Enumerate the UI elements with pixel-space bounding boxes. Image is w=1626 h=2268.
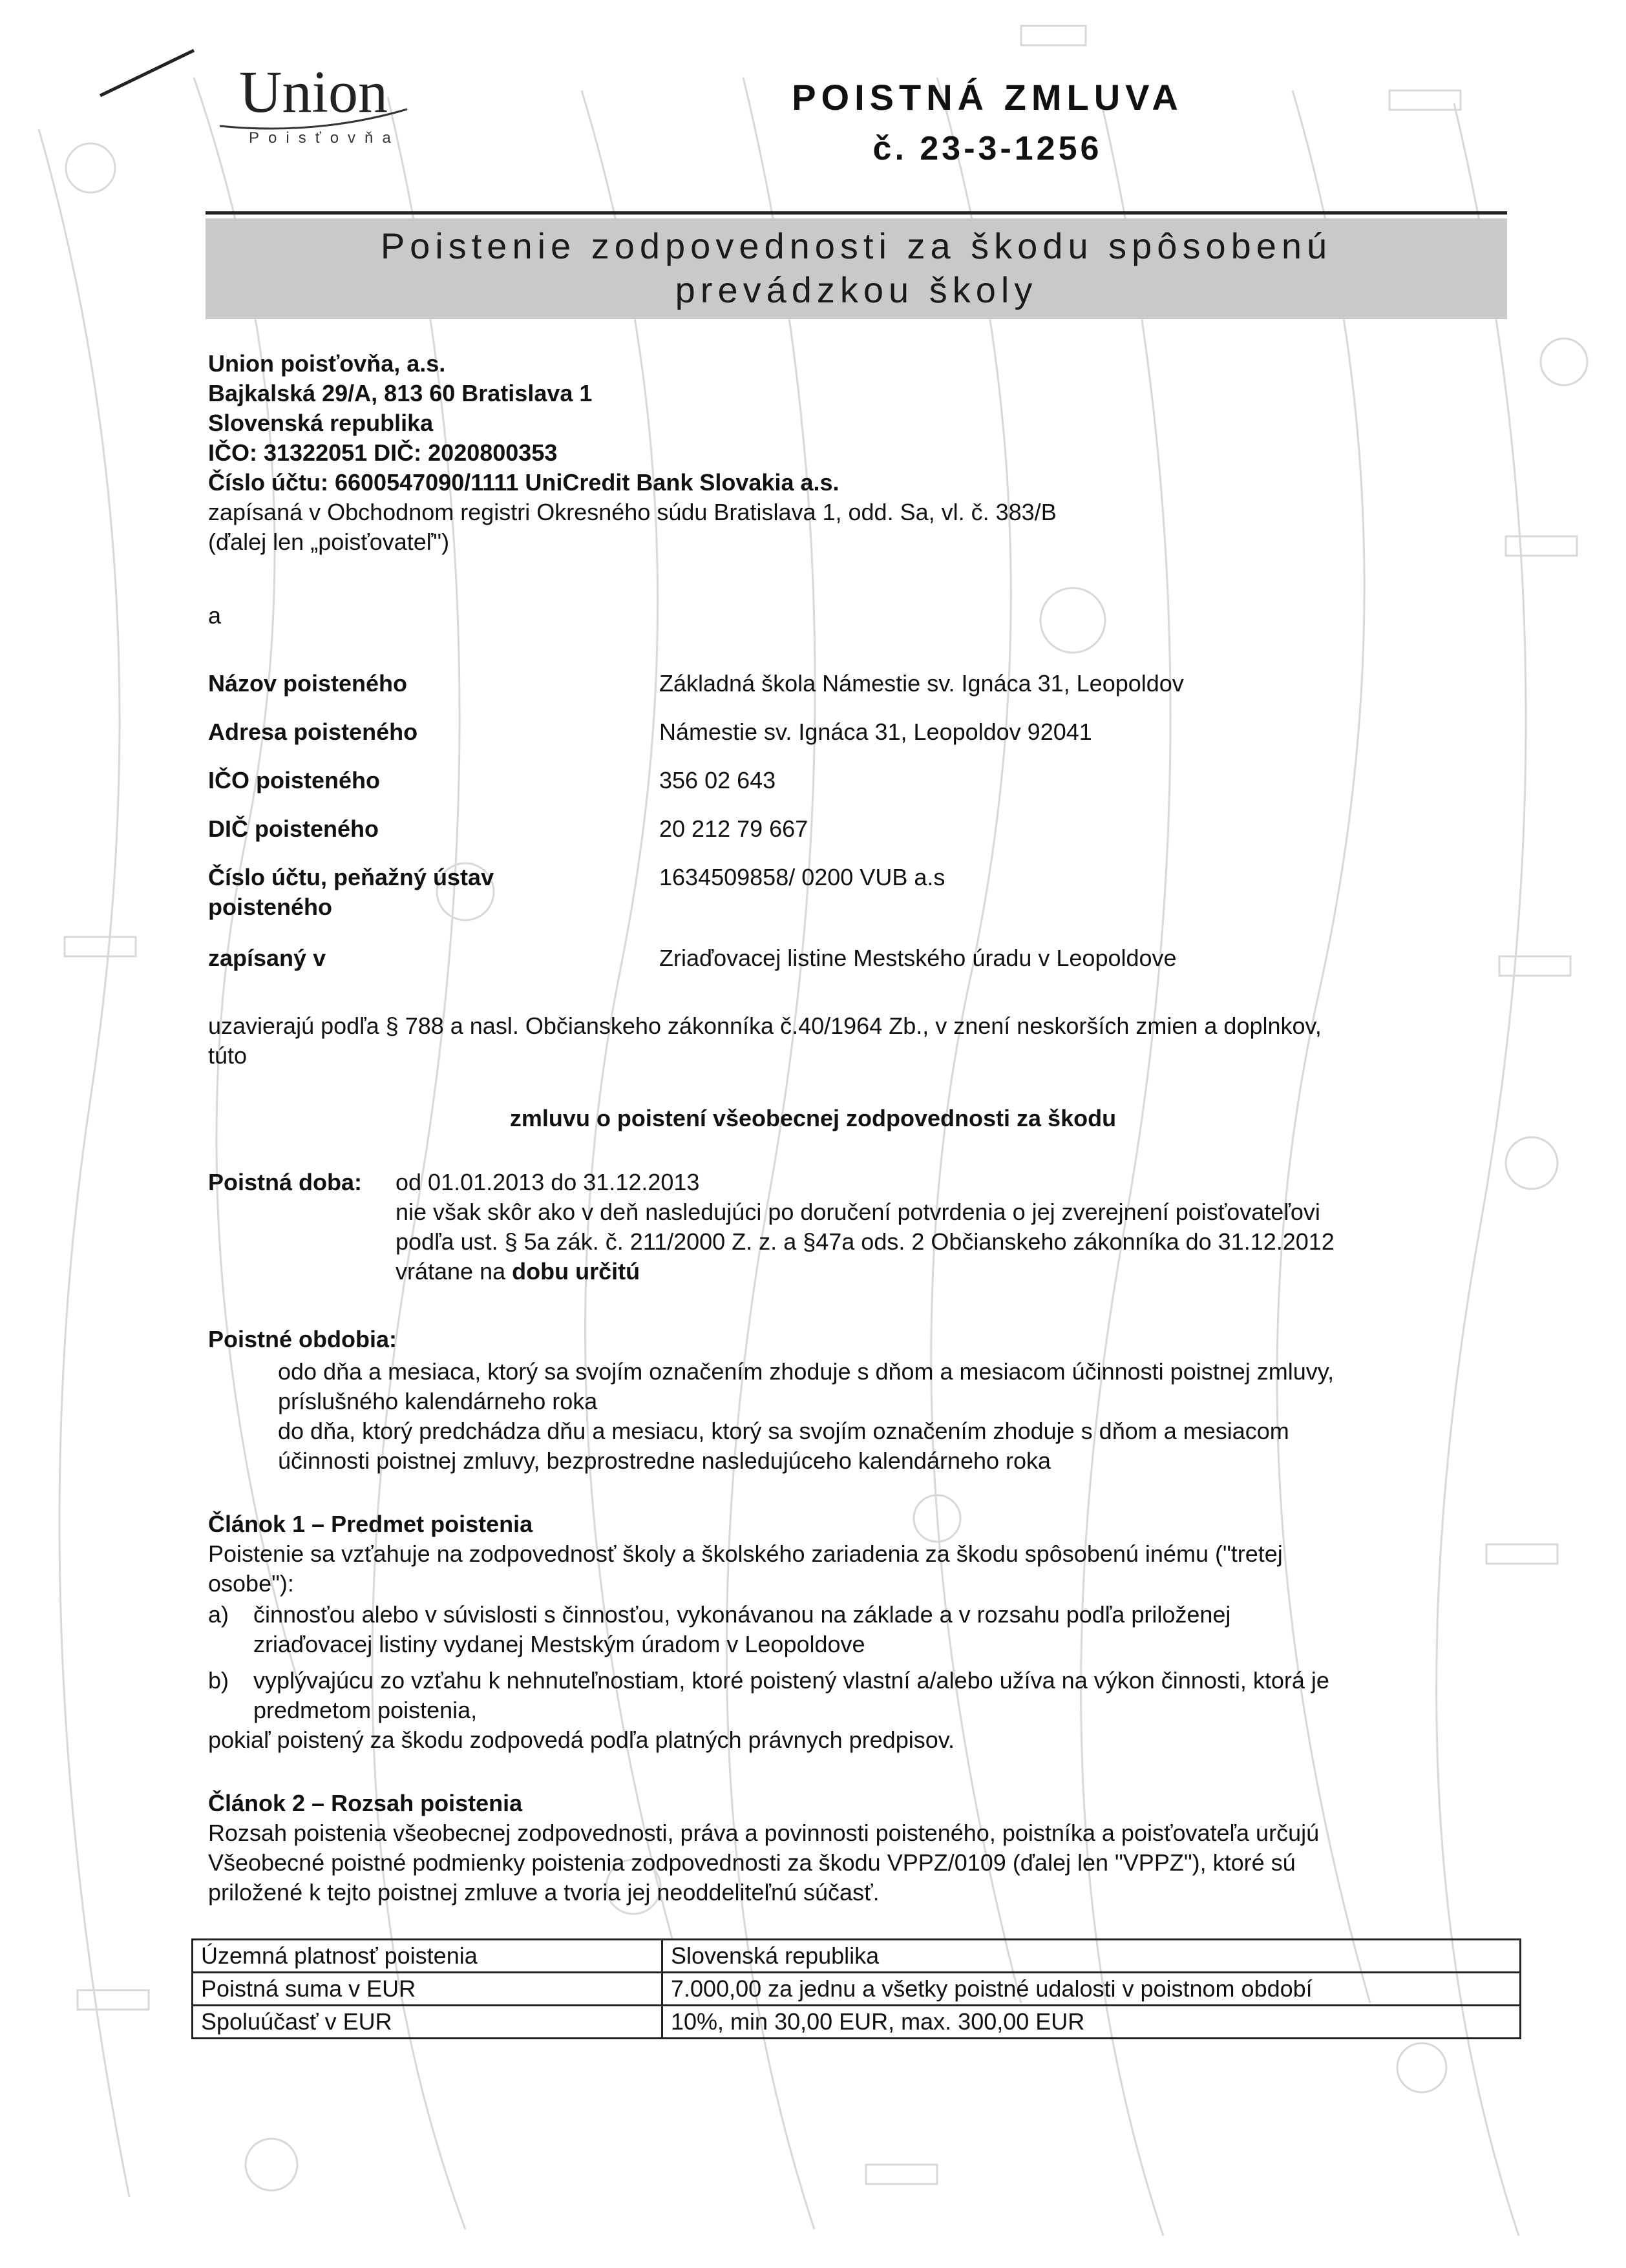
table-cell-value: Slovenská republika — [662, 1940, 1521, 1973]
document-title: POISTNÁ ZMLUVA — [792, 77, 1183, 118]
insured-account-label-cont: poisteného — [208, 894, 333, 920]
period-line-3: podľa ust. § 5a zák. č. 211/2000 Z. z. a §47a ods. 2 Občianskeho zákonníka do 31.12.2012 — [396, 1228, 1335, 1255]
header-rule — [206, 211, 1507, 215]
article-1-intro-2: osobe"): — [208, 1570, 294, 1597]
banner-line-2: prevádzkou školy — [675, 269, 1038, 310]
period-line-1: od 01.01.2013 do 31.12.2013 — [396, 1169, 700, 1195]
insured-name-value: Základná škola Námestie sv. Ignáca 31, Leopoldov — [659, 670, 1184, 697]
period-line-4-text: vrátane na — [396, 1258, 512, 1285]
insured-account-value: 1634509858/ 0200 VUB a.s — [659, 864, 945, 890]
insurer-address: Bajkalská 29/A, 813 60 Bratislava 1 — [208, 380, 593, 406]
table-row — [193, 2006, 1521, 2039]
article-2-line-3: priložené k tejto poistnej zmluve a tvoria jej neoddeliteľnú súčasť. — [208, 1879, 880, 1906]
contract-type-heading: zmluvu o poistení všeobecnej zodpovednosti za škodu — [509, 1105, 1117, 1131]
article-2-title: Článok 2 – Rozsah poistenia — [208, 1790, 523, 1816]
article-2-line-2: Všeobecné poistné podmienky poistenia zodpovednosti za škodu VPPZ/0109 (ďalej len "VPPZ"), ktoré sú — [208, 1849, 1296, 1876]
conjunction: a — [208, 602, 222, 629]
intro-line-1: uzavierajú podľa § 788 a nasl. Občianskeho zákonníka č.40/1964 Zb., v znení neskorších zmien a doplnkov, — [208, 1013, 1322, 1039]
period-label: Poistná doba: — [208, 1169, 363, 1195]
periods-line-3: do dňa, ktorý predchádza dňu a mesiacu, ktorý sa svojím označením zhoduje s dňom a mesiacom — [278, 1418, 1289, 1444]
coverage-table — [191, 1938, 1521, 2039]
insured-name-label: Názov poisteného — [208, 670, 408, 697]
table-cell-value: 10%, min 30,00 EUR, max. 300,00 EUR — [662, 2006, 1521, 2039]
insured-account-label: Číslo účtu, peňažný ústav — [208, 864, 494, 890]
periods-line-4: účinnosti poistnej zmluvy, bezprostredne nasledujúceho kalendárneho roka — [278, 1447, 1051, 1474]
insured-address-label: Adresa poisteného — [208, 719, 418, 745]
insured-ico-label: IČO poisteného — [208, 767, 381, 793]
article-2-line-1: Rozsah poistenia všeobecnej zodpovednosti, práva a povinnosti poisteného, poistníka a poisťovateľa určujú — [208, 1820, 1320, 1846]
insurer-ico-dic: IČO: 31322051 DIČ: 2020800353 — [208, 439, 558, 466]
period-line-2: nie však skôr ako v deň nasledujúci po doručení potvrdenia o jej zverejnení poisťovateľovi — [396, 1199, 1320, 1225]
table-cell-label: Poistná suma v EUR — [193, 1973, 662, 2006]
article-1-b-line-1: vyplývajúcu zo vzťahu k nehnuteľnostiam, ktoré poistený vlastní a/alebo užíva na výkon činnosti, ktorá je — [253, 1667, 1329, 1694]
banner-line-1: Poistenie zodpovednosti za škodu spôsobenú — [380, 226, 1333, 266]
intro-line-2: túto — [208, 1042, 248, 1069]
periods-line-1: odo dňa a mesiaca, ktorý sa svojím označením zhoduje s dňom a mesiacom účinnosti poistnej zmluvy, — [278, 1358, 1335, 1385]
period-fixed-term: dobu určitú — [512, 1258, 640, 1285]
table-cell-value: 7.000,00 za jednu a všetky poistné udalosti v poistnom období — [662, 1973, 1521, 2006]
article-1-a-line-1: činnosťou alebo v súvislosti s činnosťou, vykonávanou na základe a v rozsahu podľa priloženej — [253, 1601, 1231, 1628]
insured-dic-value: 20 212 79 667 — [659, 815, 808, 842]
periods-line-2: príslušného kalendárneho roka — [278, 1388, 598, 1414]
insurer-country: Slovenská republika — [208, 410, 434, 436]
article-1-a-marker: a) — [208, 1601, 229, 1628]
period-line-4 — [396, 1257, 640, 1286]
insured-registered-label: zapísaný v — [208, 945, 326, 971]
article-1-intro-1: Poistenie sa vzťahuje na zodpovednosť školy a školského zariadenia za škodu spôsobenú inému ("tretej — [208, 1540, 1283, 1567]
insurer-alias: (ďalej len „poisťovateľ") — [208, 529, 450, 555]
article-1-b-marker: b) — [208, 1667, 229, 1694]
article-1-title: Článok 1 – Predmet poistenia — [208, 1511, 533, 1537]
table-row — [193, 1973, 1521, 2006]
insurer-account: Číslo účtu: 6600547090/1111 UniCredit Bank Slovakia a.s. — [208, 469, 839, 496]
table-cell-label: Územná platnosť poistenia — [193, 1940, 662, 1973]
article-1-b-line-2: predmetom poistenia, — [253, 1697, 478, 1723]
insured-dic-label: DIČ poisteného — [208, 815, 379, 842]
insured-registered-value: Zriaďovacej listine Mestského úradu v Leopoldove — [659, 945, 1177, 971]
insured-address-value: Námestie sv. Ignáca 31, Leopoldov 92041 — [659, 719, 1092, 745]
table-cell-label: Spoluúčasť v EUR — [193, 2006, 662, 2039]
company-logo-word: Union — [239, 59, 388, 125]
table-row — [193, 1940, 1521, 1973]
periods-label: Poistné obdobia: — [208, 1326, 397, 1352]
product-banner — [206, 218, 1507, 319]
insurer-name: Union poisťovňa, a.s. — [208, 350, 446, 377]
company-logo-subtitle: Poisťovňa — [249, 129, 400, 147]
insurer-register: zapísaná v Obchodnom registri Okresného súdu Bratislava 1, odd. Sa, vl. č. 383/B — [208, 499, 1057, 525]
contract-number: č. 23-3-1256 — [872, 130, 1103, 167]
article-1-a-line-2: zriaďovacej listiny vydanej Mestským úradom v Leopoldove — [253, 1631, 865, 1657]
article-1-closing: pokiaľ poistený za škodu zodpovedá podľa platných právnych predpisov. — [208, 1727, 955, 1753]
insured-ico-value: 356 02 643 — [659, 767, 776, 793]
